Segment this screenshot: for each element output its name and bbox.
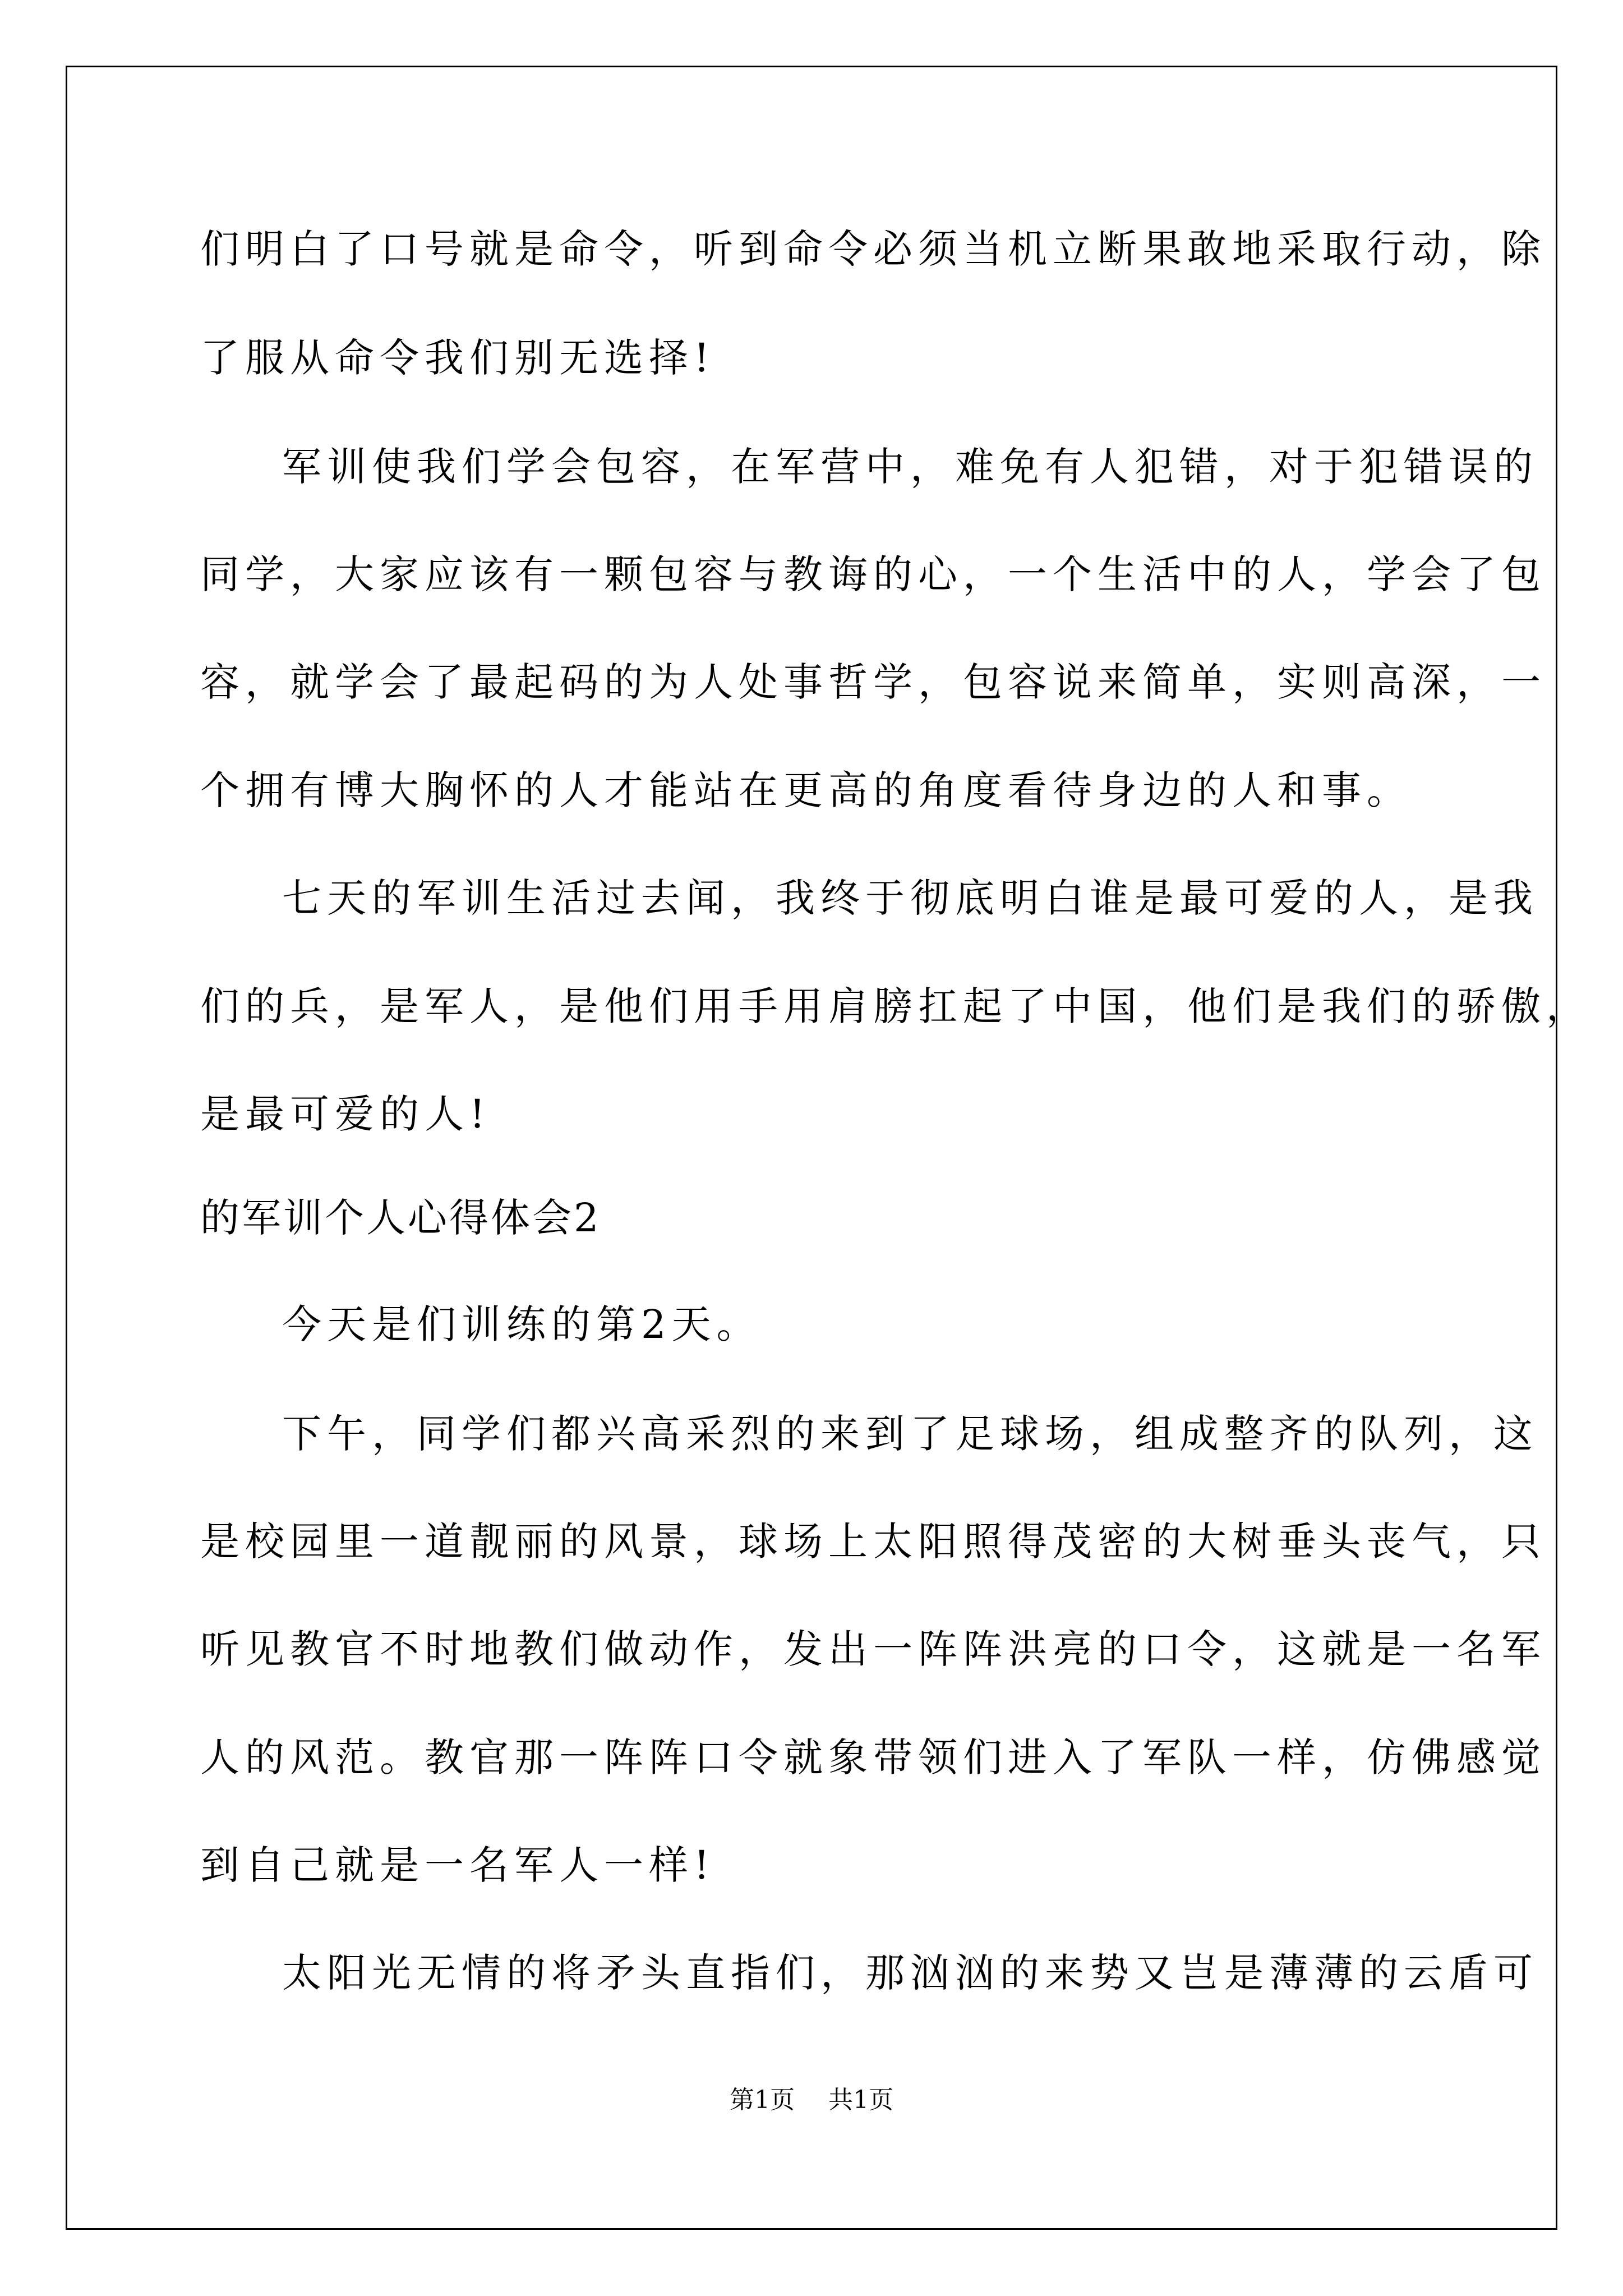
body-text-line: 个拥有博大胸怀的人才能站在更高的角度看待身边的人和事。: [200, 767, 1412, 813]
body-text-line: 军训使我们学会包容，在军营中，难免有人犯错，对于犯错误的: [282, 444, 1538, 490]
body-text-line: 到自己就是一名军人一样!: [200, 1842, 716, 1888]
page-border: [66, 66, 1557, 2230]
page-footer: [0, 2088, 1623, 2113]
body-text-line: 了服从命令我们别无选择!: [200, 335, 716, 381]
section-heading: 的军训个人心得体会2: [200, 1195, 601, 1241]
body-text-line: 听见教官不时地教们做动作，发出一阵阵洪亮的口令，这就是一名军: [200, 1626, 1546, 1672]
body-text-line: 人的风范。教官那一阵阵口令就象带领们进入了军队一样，仿佛感觉: [200, 1734, 1546, 1780]
body-text-line: 下午，同学们都兴高采烈的来到了足球场，组成整齐的队列，这: [282, 1411, 1538, 1457]
body-text-line: 容，就学会了最起码的为人处事哲学，包容说来简单，实则高深，一: [200, 659, 1546, 705]
body-text-line: 们明白了口号就是命令，听到命令必须当机立断果敢地采取行动，除: [200, 226, 1546, 272]
body-text-line: 太阳光无情的将矛头直指们，那汹汹的来势又岂是薄薄的云盾可: [282, 1950, 1538, 1996]
body-text-line: 是最可爱的人!: [200, 1091, 491, 1137]
body-text-line: 们的兵，是军人，是他们用手用肩膀扛起了中国，他们是我们的骄傲，: [200, 983, 1591, 1029]
body-text-line: 同学，大家应该有一颗包容与教诲的心，一个生活中的人，学会了包: [200, 551, 1546, 597]
page-total: 共1页: [828, 2086, 893, 2114]
body-text-line: 七天的军训生活过去闻，我终于彻底明白谁是最可爱的人，是我: [282, 875, 1538, 921]
body-text-line: 今天是们训练的第2天。: [282, 1301, 762, 1347]
page-number: 第1页: [730, 2086, 795, 2114]
body-text-line: 是校园里一道靓丽的风景，球场上太阳照得茂密的大树垂头丧气，只: [200, 1519, 1546, 1565]
